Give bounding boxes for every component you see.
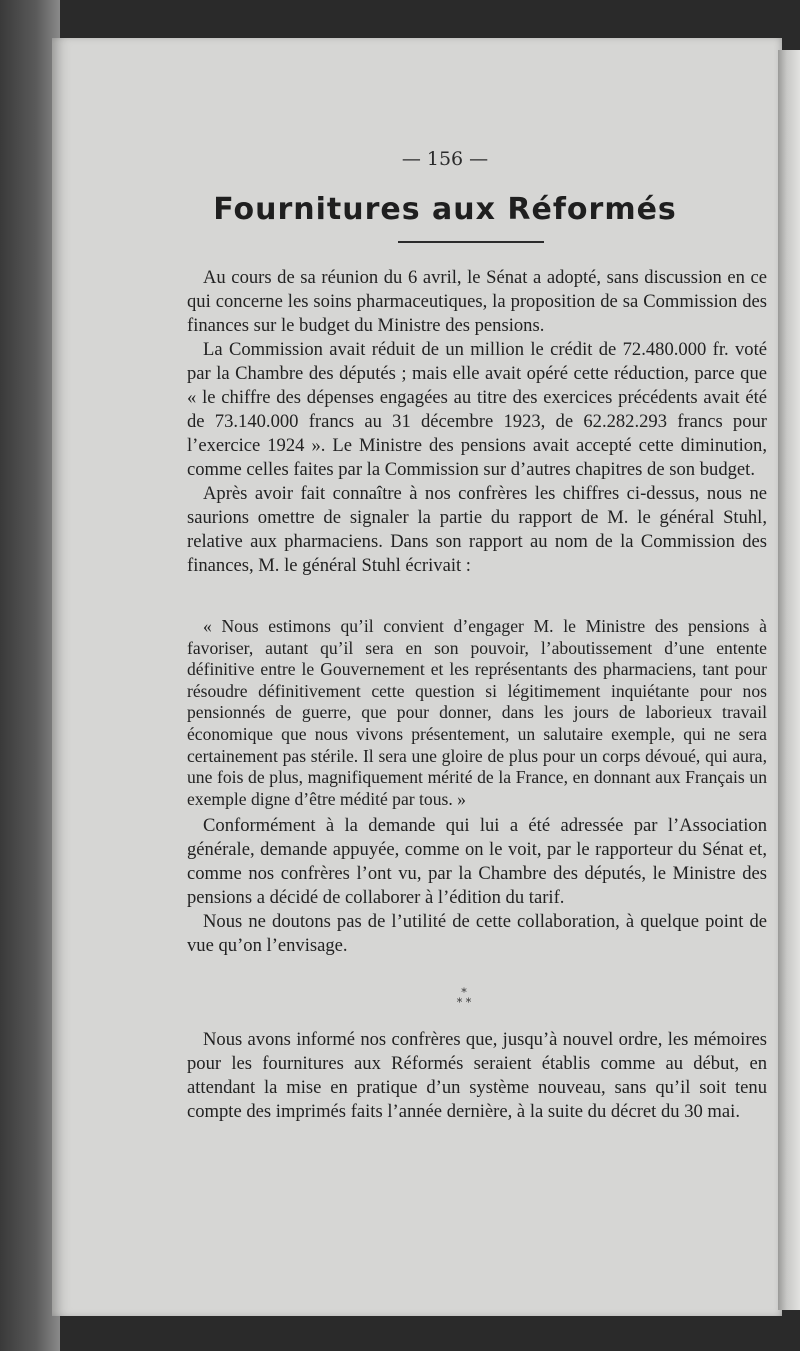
quote-paragraph: « Nous estimons qu’il convient d’engager M. le Ministre des pensions à favoriser, autant qu’il sera en son pouvoir, l’aboutissement d’une entente définitive entre le Gouvernement et les représentants des pharmaciens, tant pour résoudre définitivement cette question si légitimement inquiétante pour nos pensionnés de guerre, que pour donner, dans les jours de laborieux travail économique que nous vivons présentement, un salutaire exemple, qui ne sera certainement pas stérile. Il sera une gloire de plus pour un corps dévoué, qui aura, une fois de plus, magnifiquement mérité de la France, en donnant aux Français un exemple digne d’être médité par tous. » xyxy=(187,616,767,809)
page-title: Fournitures aux Réformés xyxy=(213,192,677,227)
section-separator xyxy=(0,988,800,1008)
page-edge-right xyxy=(778,50,800,1310)
body-text-block-1 xyxy=(187,266,767,578)
paragraph-1: Au cours de sa réunion du 6 avril, le Sénat a adopté, sans discussion en ce qui concerne les soins pharmaceutiques, la proposition de sa Commission des finances sur le budget du Ministre des pensions. xyxy=(187,267,767,336)
title-underline xyxy=(398,241,544,243)
paragraph-5: Nous ne doutons pas de l’utilité de cette collaboration, à quelque point de vue qu’on l’envisage. xyxy=(187,911,767,956)
separator-star-top: * xyxy=(461,986,467,999)
paragraph-2: La Commission avait réduit de un million le crédit de 72.480.000 fr. voté par la Chambre des députés ; mais elle avait opéré cette réduction, parce que « le chiffre des dépenses engagées au titre des exercices précédents avait été de 73.140.000 francs au 31 décembre 1923, de 62.282.293 francs pour l’exercice 1924 ». Le Ministre des pensions avait accepté cette diminution, comme celles faites par la Commission sur d’autres chapitres de son budget. xyxy=(187,339,767,480)
separator-stars-bottom: * * xyxy=(456,996,472,1009)
paragraph-6: Nous avons informé nos confrères que, jusqu’à nouvel ordre, les mémoires pour les fournitures aux Réformés seraient établis comme au début, en attendant la mise en pratique d’un système nouveau, sans qu’il soit tenu compte des imprimés faits l’année dernière, à la suite du décret du 30 mai. xyxy=(187,1029,767,1122)
quote-block xyxy=(187,616,767,810)
paragraph-4: Conformément à la demande qui lui a été adressée par l’Association générale, demande appuyée, comme on le voit, par le rapporteur du Sénat et, comme nos confrères l’ont vu, par la Chambre des députés, le Ministre des pensions a décidé de collaborer à l’édition du tarif. xyxy=(187,815,767,908)
page-number: — 156 — xyxy=(401,148,489,170)
body-text-block-3 xyxy=(187,1028,767,1124)
body-text-block-2 xyxy=(187,814,767,958)
paragraph-3: Après avoir fait connaître à nos confrères les chiffres ci-dessus, nous ne saurions omettre de signaler la partie du rapport de M. le général Stuhl, relative aux pharmaciens. Dans son rapport au nom de la Commission des finances, M. le général Stuhl écrivait : xyxy=(187,483,767,576)
